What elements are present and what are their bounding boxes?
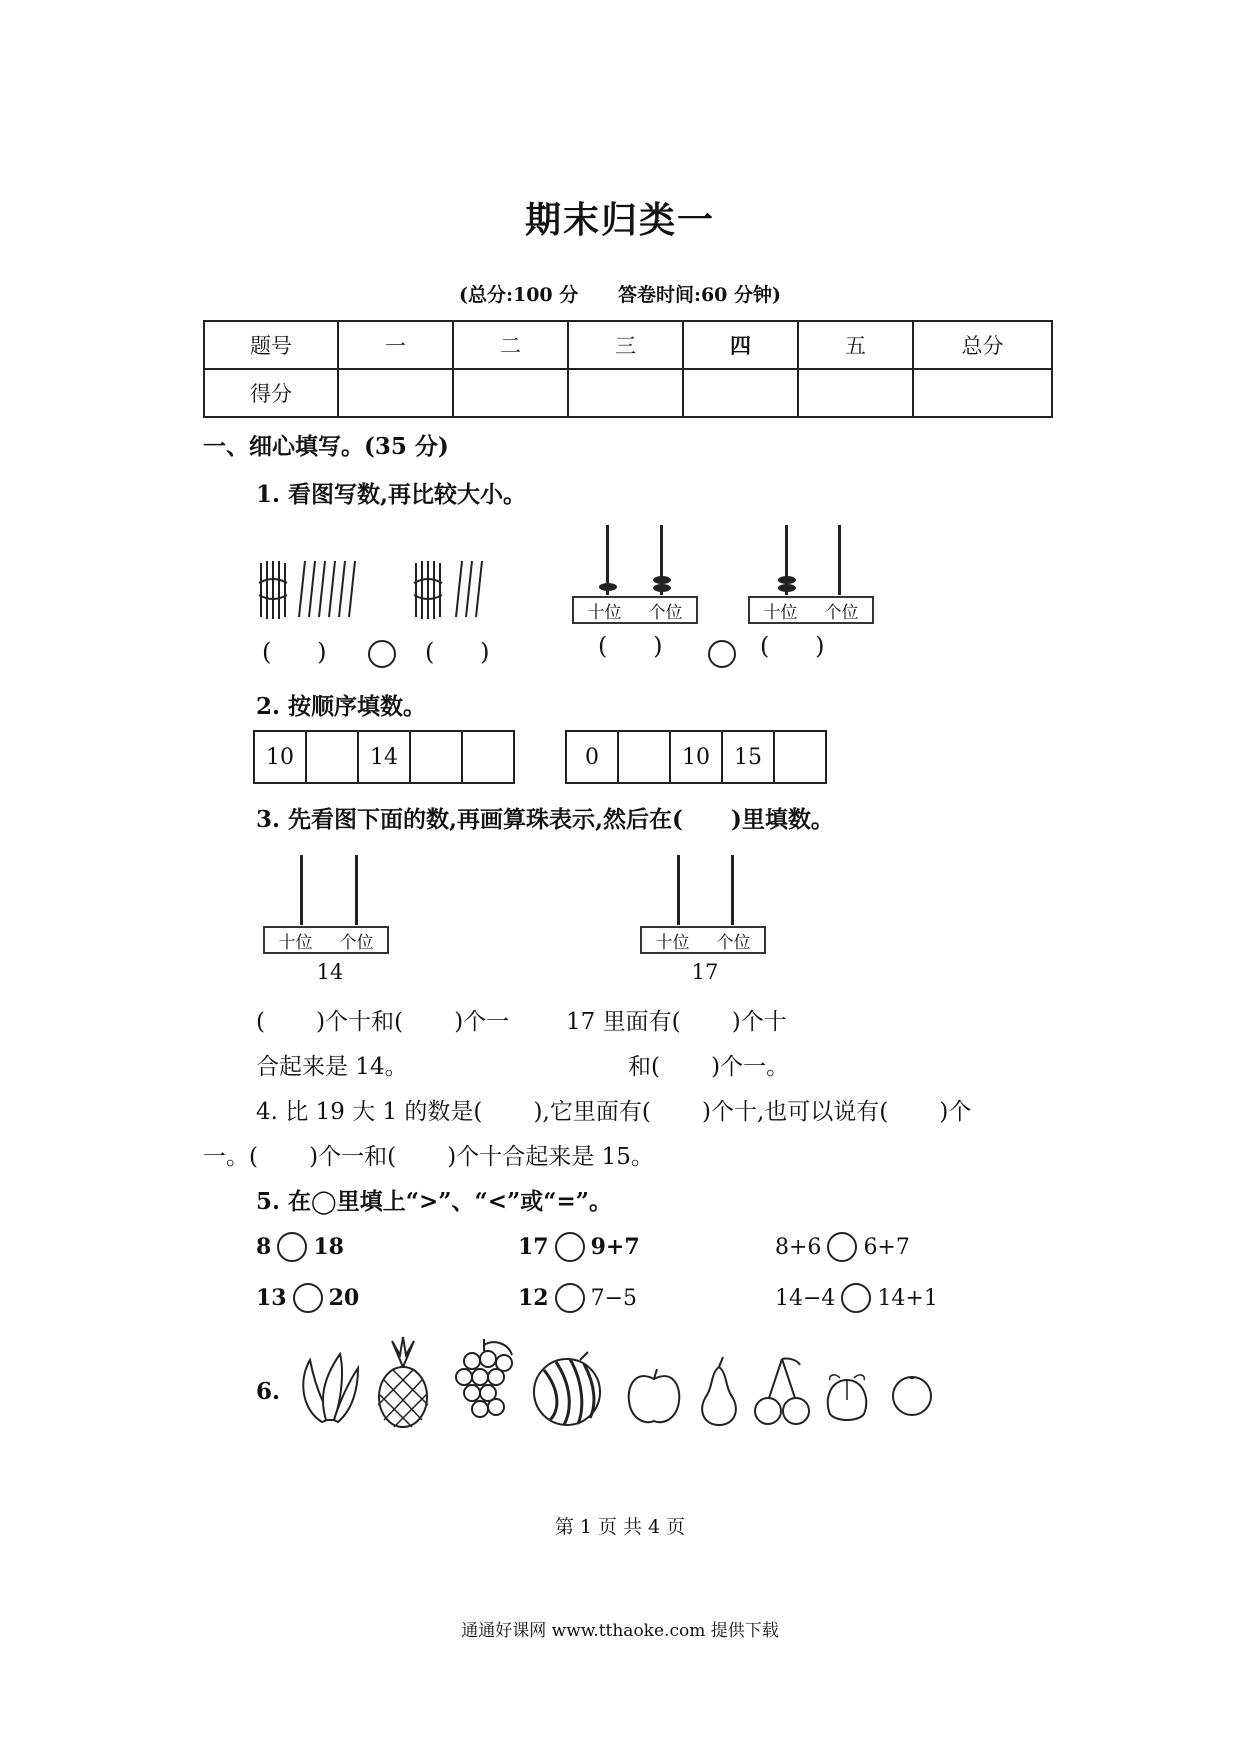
- sequence-blank[interactable]: [307, 732, 359, 782]
- score-input-cell[interactable]: [338, 369, 453, 417]
- sequence-blank[interactable]: [463, 732, 513, 782]
- abacus-rod: [355, 855, 358, 925]
- score-input-cell[interactable]: [798, 369, 913, 417]
- stick-bundle-icon: [410, 555, 490, 625]
- abacus-rod: [838, 525, 841, 595]
- sequence-blank[interactable]: [775, 732, 825, 782]
- abacus-place-labels: [263, 926, 389, 954]
- comparison-right: 6+7: [863, 1234, 910, 1260]
- score-header-cell: 一: [338, 321, 453, 369]
- answer-blank[interactable]: ( ): [262, 638, 327, 666]
- question-2-text: 2. 按顺序填数。: [256, 693, 427, 720]
- sequence-cell: 15: [723, 732, 775, 782]
- sequence-blank[interactable]: [619, 732, 671, 782]
- score-input-cell[interactable]: [568, 369, 683, 417]
- score-input-cell[interactable]: [913, 369, 1052, 417]
- q3-line2-left: 合起来是 14。: [256, 1054, 408, 1080]
- score-header-cell: 题号: [204, 321, 338, 369]
- question-4-line2: 一。( )个一和( )个十合起来是 15。: [203, 1144, 654, 1170]
- peach-icon: [822, 1370, 872, 1425]
- score-header-cell: 总分: [913, 321, 1052, 369]
- compare-circle[interactable]: [293, 1283, 323, 1313]
- tens-label: 十位: [278, 932, 313, 953]
- abacus-place-labels: [572, 596, 698, 624]
- comparison-left: 17: [518, 1234, 549, 1260]
- abacus-place-labels: [640, 926, 766, 954]
- comparison-item: [518, 1283, 637, 1313]
- score-input-cell[interactable]: [453, 369, 568, 417]
- number-sequence-boxes: [253, 730, 515, 784]
- abacus-place-labels: [748, 596, 874, 624]
- q3-line2-right: 和( )个一。: [628, 1054, 790, 1080]
- orange-icon: [888, 1370, 936, 1418]
- score-input-cell[interactable]: [683, 369, 798, 417]
- section-heading: 一、细心填写。(35 分): [203, 433, 449, 460]
- comparison-right: 18: [313, 1234, 344, 1260]
- sequence-cell: 10: [255, 732, 307, 782]
- comparison-left: 12: [518, 1285, 549, 1311]
- comparison-left: 14−4: [775, 1285, 836, 1311]
- tens-label: 十位: [763, 602, 798, 623]
- score-header-cell: 三: [568, 321, 683, 369]
- comparison-item: [518, 1232, 640, 1262]
- question-6-label: 6.: [256, 1378, 281, 1405]
- pear-icon: [695, 1355, 745, 1430]
- score-table-header-row: [204, 321, 1052, 369]
- comparison-item: [256, 1283, 359, 1313]
- compare-circle[interactable]: [368, 640, 396, 668]
- ones-label: 个位: [716, 932, 751, 953]
- abacus-bead: [599, 583, 617, 591]
- comparison-left: 8+6: [775, 1234, 822, 1260]
- score-header-cell: 四: [683, 321, 798, 369]
- page-number: 第 1 页 共 4 页: [554, 1516, 686, 1538]
- comparison-right: 20: [328, 1285, 360, 1311]
- q3-line1-left: ( )个十和( )个一: [256, 1009, 510, 1035]
- answer-blank[interactable]: ( ): [760, 632, 825, 660]
- compare-circle[interactable]: [841, 1283, 871, 1313]
- score-table-score-row: [204, 369, 1052, 417]
- stick-bundle-icon: [255, 555, 365, 625]
- sequence-cell: 14: [359, 732, 411, 782]
- abacus-number: 17: [691, 960, 719, 984]
- compare-circle[interactable]: [827, 1232, 857, 1262]
- question-4-line1: 4. 比 19 大 1 的数是( ),它里面有( )个十,也可以说有( )个: [256, 1099, 972, 1125]
- sequence-cell: 0: [567, 732, 619, 782]
- abacus-bead: [778, 576, 796, 584]
- q3-line1-right: 17 里面有( )个十: [566, 1009, 787, 1035]
- comparison-right: 14+1: [877, 1285, 938, 1311]
- ones-label: 个位: [824, 602, 859, 623]
- number-sequence-boxes: [565, 730, 827, 784]
- score-header-cell: 五: [798, 321, 913, 369]
- tens-label: 十位: [655, 932, 690, 953]
- compare-circle[interactable]: [708, 640, 736, 668]
- sequence-cell: 10: [671, 732, 723, 782]
- tens-label: 十位: [587, 602, 622, 623]
- abacus-bead: [778, 584, 796, 592]
- watermelon-icon: [530, 1350, 605, 1430]
- comparison-left: 8: [256, 1234, 272, 1260]
- question-1-text: 1. 看图写数,再比较大小。: [256, 481, 527, 508]
- abacus-bead: [653, 584, 671, 592]
- compare-circle[interactable]: [555, 1283, 585, 1313]
- ones-label: 个位: [339, 932, 374, 953]
- cherries-icon: [752, 1355, 814, 1430]
- pineapple-icon: [372, 1335, 434, 1430]
- score-table: [203, 320, 1053, 418]
- question-3-text: 3. 先看图下面的数,再画算珠表示,然后在( )里填数。: [256, 806, 834, 833]
- abacus-bead: [653, 576, 671, 584]
- grapes-icon: [450, 1335, 520, 1430]
- abacus-rod: [677, 855, 680, 925]
- abacus-number: 14: [316, 960, 344, 984]
- comparison-right: 9+7: [590, 1234, 640, 1260]
- banana-icon: [292, 1340, 362, 1430]
- score-row-label: 得分: [204, 369, 338, 417]
- source-footer: 通通好课网 www.tthaoke.com 提供下载: [461, 1621, 779, 1641]
- score-header-cell: 二: [453, 321, 568, 369]
- compare-circle[interactable]: [277, 1232, 307, 1262]
- question-5-text: 5. 在◯里填上“>”、“<”或“=”。: [256, 1188, 612, 1215]
- comparison-left: 13: [256, 1285, 287, 1311]
- comparison-item: [775, 1232, 910, 1262]
- page-title: 期末归类一: [524, 199, 715, 241]
- comparison-item: [775, 1283, 938, 1313]
- comparison-right: 7−5: [590, 1285, 638, 1311]
- exam-info: (总分:100 分 答卷时间:60 分钟): [458, 284, 782, 306]
- apple-icon: [625, 1365, 683, 1427]
- comparison-item: [256, 1232, 344, 1262]
- abacus-rod: [731, 855, 734, 925]
- ones-label: 个位: [648, 602, 683, 623]
- sequence-blank[interactable]: [411, 732, 463, 782]
- compare-circle[interactable]: [555, 1232, 585, 1262]
- abacus-rod: [300, 855, 303, 925]
- answer-blank[interactable]: ( ): [425, 638, 490, 666]
- answer-blank[interactable]: ( ): [598, 632, 663, 660]
